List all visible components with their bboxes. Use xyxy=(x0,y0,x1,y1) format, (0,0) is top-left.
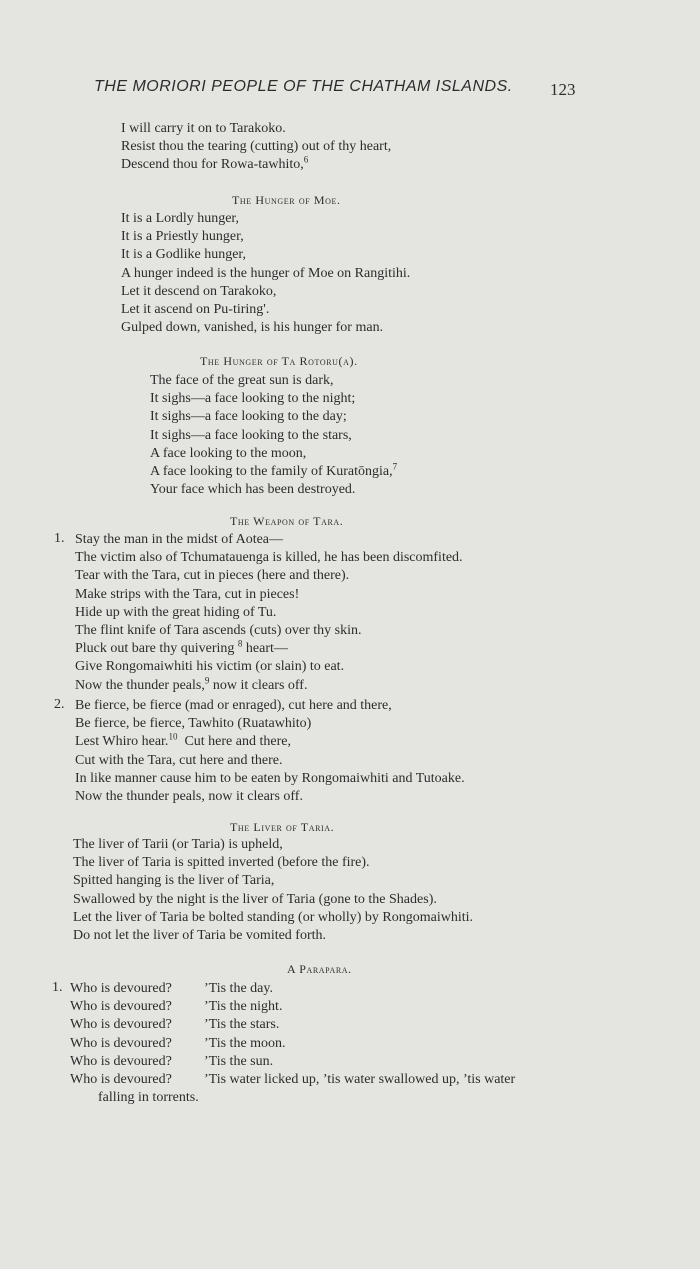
intro-stanza xyxy=(121,120,391,175)
weapon-of-tara-stanza-2 xyxy=(75,697,465,806)
footnote-ref: 6 xyxy=(303,154,309,165)
verse-line: It sighs—a face looking to the stars, xyxy=(150,427,352,443)
verse-line: Be fierce, be fierce (mad or enraged), cut here and there, xyxy=(75,698,392,713)
liver-of-taria-stanza xyxy=(73,836,473,945)
verse-line: In like manner cause him to be eaten by Rongomaiwhiti and Tutoake. xyxy=(75,770,465,786)
answer: ’Tis the sun. xyxy=(204,1053,274,1069)
footnote-ref: 8 xyxy=(237,638,243,649)
verse-line: It is a Lordly hunger, xyxy=(121,211,240,226)
answer: ’Tis the night. xyxy=(204,999,283,1015)
verse-line: A face looking to the family of Kuratōngia,$^7$ xyxy=(150,461,398,480)
verse-line: Let it ascend on Pu-tiring'. xyxy=(121,302,270,318)
qa-line xyxy=(70,1071,515,1089)
qa-line xyxy=(70,1016,515,1034)
verse-line: Lest Whiro hear.$^{10}$ Cut here and there, xyxy=(75,731,291,750)
section-heading-hunger-of-moe: The Hunger of Moe. xyxy=(232,193,341,207)
verse-line: Descend thou for Rowa-tawhito,$^6$ xyxy=(121,154,309,173)
footnote-ref: 7 xyxy=(392,461,398,472)
verse-line: Cut with the Tara, cut here and there. xyxy=(75,752,283,768)
answer: ’Tis the stars. xyxy=(204,1017,280,1033)
answer: ’Tis the day. xyxy=(204,981,273,996)
verse-line: The flint knife of Tara ascends (cuts) over thy skin. xyxy=(75,623,362,639)
verse-line: A face looking to the moon, xyxy=(150,445,307,461)
question: Who is devoured? xyxy=(70,981,172,996)
verse-line: Now the thunder peals,$^9$ now it clears off. xyxy=(75,674,308,693)
qa-line xyxy=(70,1035,515,1053)
qa-line xyxy=(70,1053,515,1071)
question: Who is devoured? xyxy=(70,1017,172,1033)
running-head: THE MORIORI PEOPLE OF THE CHATHAM ISLANDS. xyxy=(94,78,513,95)
verse-line: The victim also of Tchumatauenga is killed, he has been discomfited. xyxy=(75,550,463,566)
verse-line: Tear with the Tara, cut in pieces (here and there). xyxy=(75,568,350,584)
verse-line: It sighs—a face looking to the day; xyxy=(150,409,347,425)
verse-line: Make strips with the Tara, cut in pieces! xyxy=(75,586,300,602)
parapara-stanza xyxy=(70,980,515,1107)
verse-line: Now the thunder peals, now it clears off. xyxy=(75,789,303,805)
verse-line: I will carry it on to Tarakoko. xyxy=(121,121,286,136)
verse-line: The liver of Tarii (or Taria) is upheld, xyxy=(73,837,283,852)
question: Who is devoured? xyxy=(70,1053,172,1069)
answer: ’Tis water licked up, ’tis water swallowed up, ’tis water xyxy=(204,1072,516,1088)
footnote-ref: 9 xyxy=(204,674,210,685)
qa-line xyxy=(70,980,515,998)
verse-line: Give Rongomaiwhiti his victim (or slain) to eat. xyxy=(75,659,345,675)
weapon-of-tara-stanza-1 xyxy=(75,531,463,695)
verse-line: Swallowed by the night is the liver of Taria (gone to the Shades). xyxy=(73,891,437,907)
page-number: 123 xyxy=(550,80,576,99)
question: Who is devoured? xyxy=(70,999,172,1015)
section-heading-weapon-of-tara: The Weapon of Tara. xyxy=(230,514,344,528)
verse-line: It is a Priestly hunger, xyxy=(121,229,244,245)
verse-line: Your face which has been destroyed. xyxy=(150,482,356,498)
verse-line: It is a Godlike hunger, xyxy=(121,247,247,263)
verse-line: Gulped down, vanished, is his hunger for man. xyxy=(121,320,384,336)
qa-line xyxy=(70,998,515,1016)
question: Who is devoured? xyxy=(70,1035,172,1051)
verse-line: Stay the man in the midst of Aotea— xyxy=(75,532,284,547)
verse-line: Do not let the liver of Taria be vomited forth. xyxy=(73,928,327,944)
verse-line-continuation: falling in torrents. xyxy=(98,1090,199,1106)
verse-line: Resist thou the tearing (cutting) out of thy heart, xyxy=(121,139,392,155)
verse-line: Spitted hanging is the liver of Taria, xyxy=(73,873,275,889)
section-heading-liver-of-taria: The Liver of Taria. xyxy=(230,820,335,834)
stanza-number: 1. xyxy=(52,980,63,995)
verse-line: Hide up with the great hiding of Tu. xyxy=(75,604,277,620)
section-heading-parapara: A Parapara. xyxy=(287,962,352,976)
footnote-ref: 10 xyxy=(168,731,178,742)
verse-line: Let the liver of Taria be bolted standing (or wholly) by Rongomaiwhiti. xyxy=(73,909,474,925)
answer: ’Tis the moon. xyxy=(204,1035,286,1051)
verse-line: Pluck out bare thy quivering $^8$ heart— xyxy=(75,638,288,657)
stanza-number: 1. xyxy=(54,531,65,546)
verse-line: A hunger indeed is the hunger of Moe on Rangitihi. xyxy=(121,265,411,281)
hunger-of-ta-rotorua-stanza xyxy=(150,372,397,499)
question: Who is devoured? xyxy=(70,1072,172,1088)
verse-line: The face of the great sun is dark, xyxy=(150,373,334,388)
hunger-of-moe-stanza xyxy=(121,210,410,337)
section-heading-hunger-of-ta-rotorua: The Hunger of Ta Rotoru(a). xyxy=(200,354,358,368)
verse-line: Let it descend on Tarakoko, xyxy=(121,283,277,299)
verse-line: It sighs—a face looking to the night; xyxy=(150,391,356,407)
stanza-number: 2. xyxy=(54,697,65,712)
verse-line: The liver of Taria is spitted inverted (before the fire). xyxy=(73,855,370,871)
verse-line: Be fierce, be fierce, Tawhito (Ruatawhito) xyxy=(75,716,312,732)
